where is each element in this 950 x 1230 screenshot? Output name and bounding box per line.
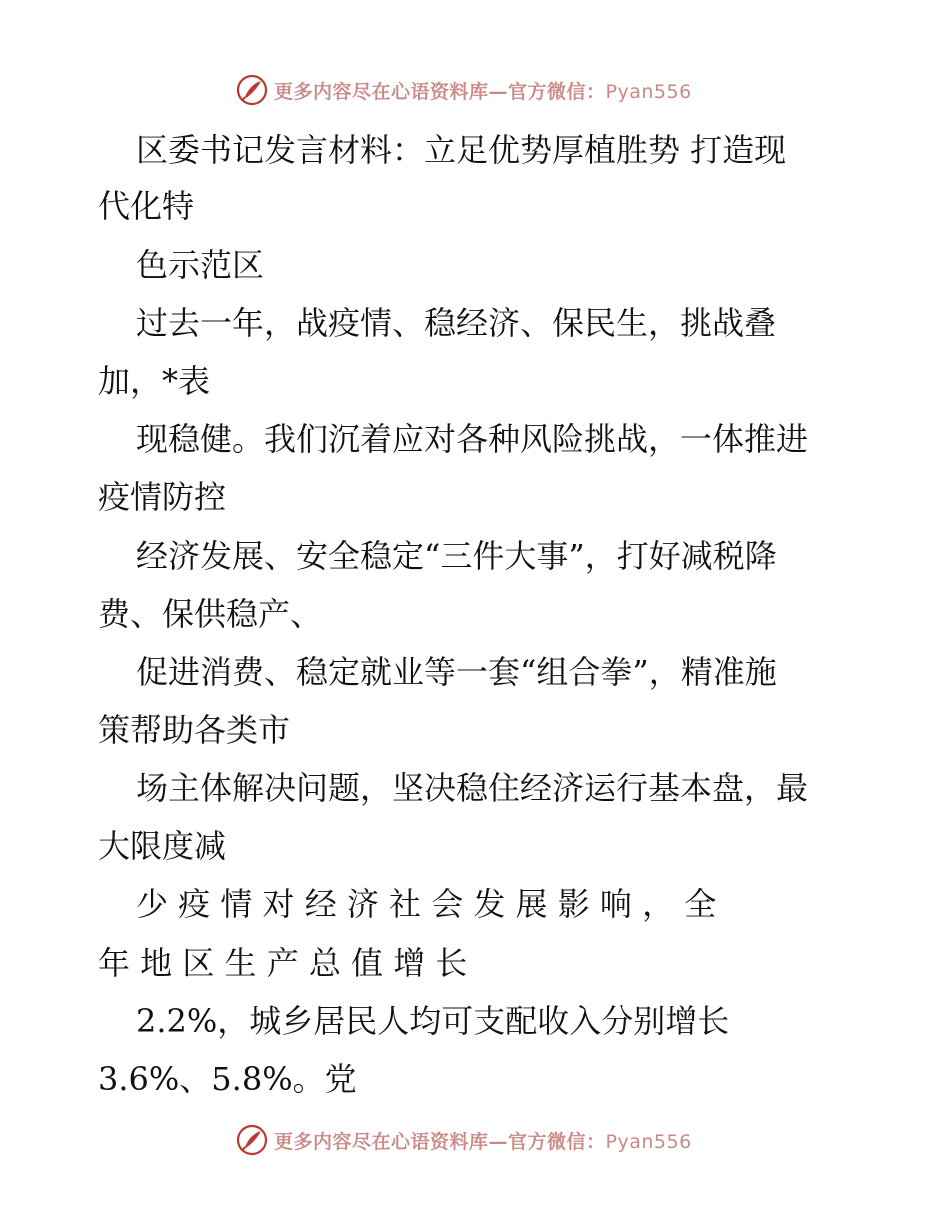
document-line: 现稳健。我们沉着应对各种风险挑战，一体推进	[136, 420, 809, 458]
document-line: 场主体解决问题，坚决稳住经济运行基本盘，最	[136, 769, 809, 807]
document-line: 代化特	[98, 187, 195, 225]
watermark-text: 更多内容尽在心语资料库—官方微信：Pyan556	[274, 80, 692, 103]
document-line: 策帮助各类市	[98, 711, 291, 749]
document-line: 色示范区	[136, 246, 265, 284]
document-line: 3.6%、5.8%。党	[98, 1060, 357, 1098]
document-line: 加，*表	[98, 362, 211, 400]
feather-pen-logo-icon	[236, 1124, 268, 1156]
document-line: 大限度减	[98, 827, 227, 865]
footer-watermark	[236, 1123, 692, 1157]
document-line: 疫情防控	[98, 478, 227, 516]
document-line: 2.2%，城乡居民人均可支配收入分别增长	[136, 1002, 730, 1040]
document-line: 少 疫 情 对 经 济 社 会 发 展 影 响 ， 全	[136, 885, 717, 923]
document-line: 费、保供稳产、	[98, 595, 323, 633]
document-line: 促进消费、稳定就业等一套“组合拳”，精准施	[136, 653, 777, 691]
document-line: 区委书记发言材料：立足优势厚植胜势 打造现	[136, 131, 787, 169]
document-line: 经济发展、安全稳定“三件大事”，打好减税降	[136, 537, 777, 575]
document-line: 过去一年，战疫情、稳经济、保民生，挑战叠	[136, 304, 777, 342]
document-line: 年 地 区 生 产 总 值 增 长	[98, 944, 468, 982]
watermark-text: 更多内容尽在心语资料库—官方微信：Pyan556	[274, 1130, 692, 1153]
